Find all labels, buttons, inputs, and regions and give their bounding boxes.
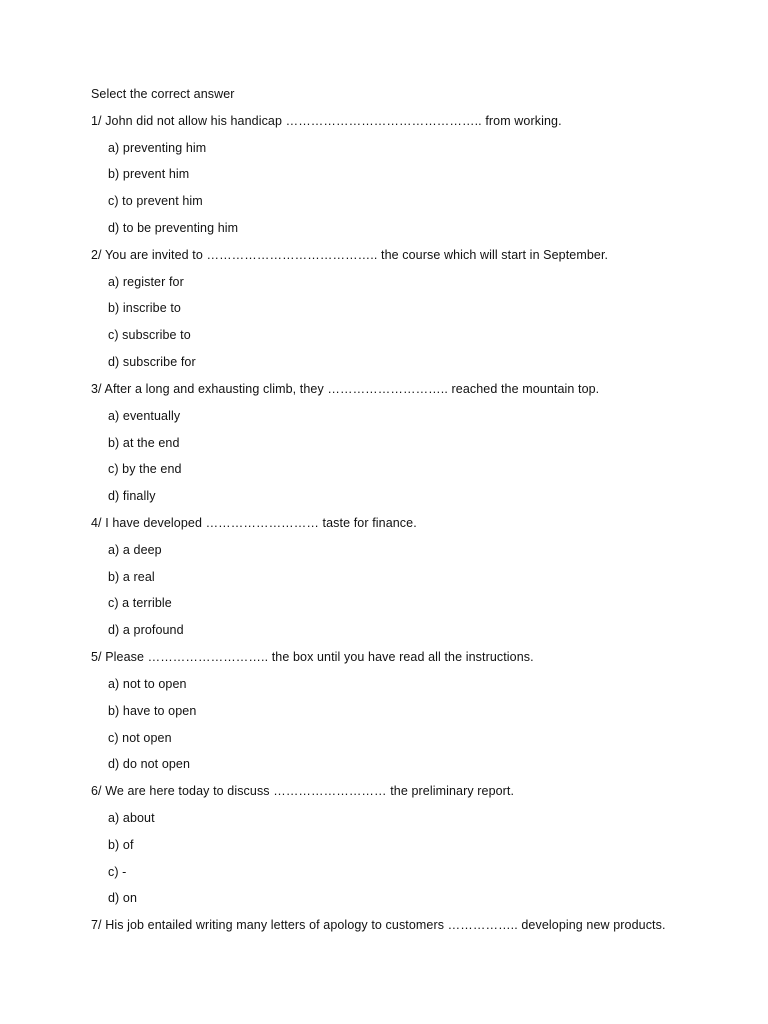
question-6-option-d: d) on bbox=[108, 891, 137, 905]
question-4-option-a: a) a deep bbox=[108, 543, 162, 557]
question-2: 2/ You are invited to ………………………………….. the course which will start in September. bbox=[91, 248, 609, 262]
question-2-option-b: b) inscribe to bbox=[108, 301, 181, 315]
instruction-heading: Select the correct answer bbox=[91, 87, 235, 101]
question-3-option-c: c) by the end bbox=[108, 462, 182, 476]
question-5: 5/ Please ……………………….. the box until you have read all the instructions. bbox=[91, 650, 534, 664]
question-1-option-d: d) to be preventing him bbox=[108, 221, 239, 235]
question-1-option-b: b) prevent him bbox=[108, 167, 190, 181]
question-6-option-c: c) - bbox=[108, 865, 127, 879]
question-5-option-c: c) not open bbox=[108, 731, 172, 745]
question-7: 7/ His job entailed writing many letters of apology to customers …………….. developing new products. bbox=[91, 918, 666, 932]
question-6-option-b: b) of bbox=[108, 838, 134, 852]
question-6: 6/ We are here today to discuss ……………………… the preliminary report. bbox=[91, 784, 515, 798]
question-5-option-b: b) have to open bbox=[108, 704, 197, 718]
question-4: 4/ I have developed ……………………… taste for finance. bbox=[91, 516, 417, 530]
question-2-option-c: c) subscribe to bbox=[108, 328, 191, 342]
question-5-option-a: a) not to open bbox=[108, 677, 187, 691]
question-2-option-a: a) register for bbox=[108, 275, 184, 289]
question-1-option-c: c) to prevent him bbox=[108, 194, 203, 208]
question-3-option-b: b) at the end bbox=[108, 436, 180, 450]
question-3-option-d: d) finally bbox=[108, 489, 156, 503]
question-4-option-d: d) a profound bbox=[108, 623, 184, 637]
question-1: 1/ John did not allow his handicap ……………………………………….. from working. bbox=[91, 114, 562, 128]
question-1-option-a: a) preventing him bbox=[108, 141, 207, 155]
question-6-option-a: a) about bbox=[108, 811, 155, 825]
question-3: 3/ After a long and exhausting climb, they ……………………….. reached the mountain top. bbox=[91, 382, 600, 396]
question-4-option-c: c) a terrible bbox=[108, 596, 172, 610]
question-5-option-d: d) do not open bbox=[108, 757, 191, 771]
question-2-option-d: d) subscribe for bbox=[108, 355, 196, 369]
question-4-option-b: b) a real bbox=[108, 570, 155, 584]
question-3-option-a: a) eventually bbox=[108, 409, 181, 423]
